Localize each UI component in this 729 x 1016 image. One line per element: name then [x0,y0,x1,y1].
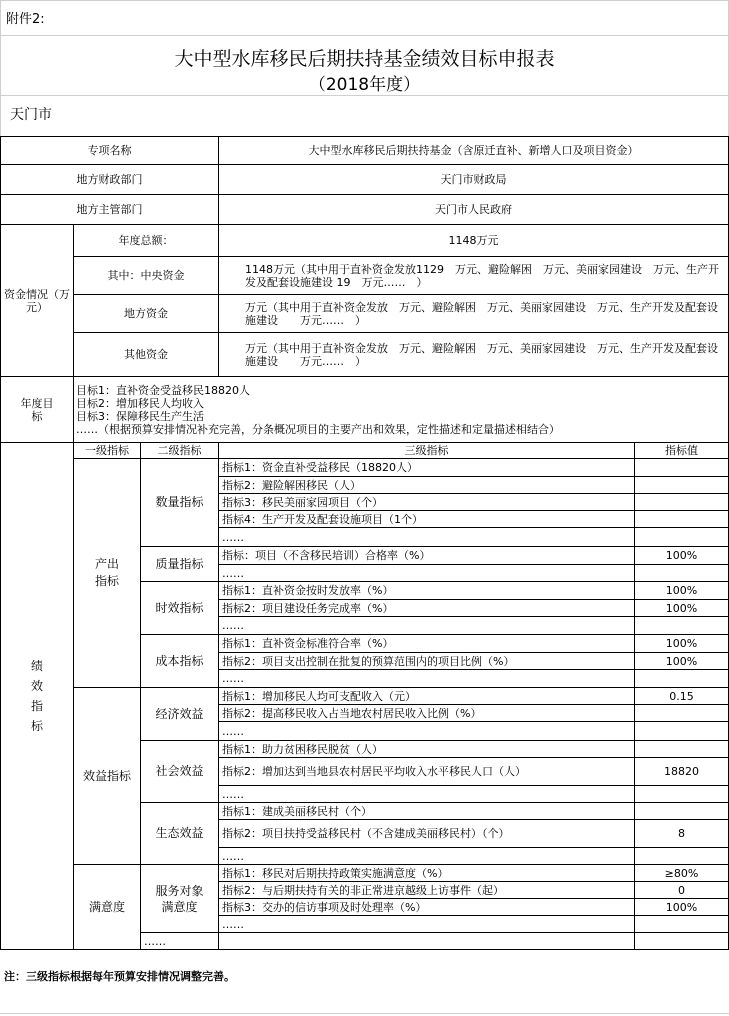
indicator-text: 指标2：与后期扶持有关的非正常进京越级上访事件（起） [219,882,635,899]
performance-label: 绩效指标 [1,443,74,950]
funds-central-label: 其中：中央资金 [74,257,219,295]
indicator-value: 8 [635,820,729,848]
funds-label: 资金情况（万元） [1,225,74,377]
indicator-value [635,617,729,635]
annual-goals-label: 年度目标 [1,377,74,443]
indicator-text: 指标1：增加移民人均可支配收入（元） [219,688,635,705]
indicator-text: 指标1：移民对后期扶持政策实施满意度（%） [219,865,635,882]
indicator-value: 0 [635,882,729,899]
indicator-text: 指标1：直补资金按时发放率（%） [219,582,635,600]
indicator-value [635,741,729,758]
indicator-value [635,803,729,820]
page-subtitle: （2018年度） [308,75,421,95]
funds-other-label: 其他资金 [74,333,219,377]
indicator-value: 100% [635,582,729,600]
indicator-text: 指标1：直补资金标准符合率（%） [219,635,635,653]
satisfaction-indicator-label: 满意度 [74,865,141,950]
col-level1-header: 一级指标 [74,443,141,459]
empty-cell [635,933,729,950]
goal-line: ……（根据预算安排情况补充完善，分条概况项目的主要产出和效果，定性描述和定量描述相结合） [76,422,560,436]
indicator-text: 指标2：项目建设任务完成率（%） [219,600,635,617]
finance-dept-value: 天门市财政局 [219,165,729,195]
gov-dept-value: 天门市人民政府 [219,195,729,225]
quantity-indicator-label: 数量指标 [141,459,219,547]
indicator-text: …… [219,528,635,547]
footnote: 注：三级指标根据每年预算安排情况调整完善。 [4,970,235,983]
indicator-text: 指标4：生产开发及配套设施项目（1个） [219,511,635,528]
gov-dept-label: 地方主管部门 [1,195,219,225]
indicator-value: 100% [635,547,729,565]
page-title: 大中型水库移民后期扶持基金绩效目标申报表 [174,48,555,70]
indicator-value [635,786,729,803]
indicator-text: 指标3：移民美丽家园项目（个） [219,494,635,511]
goal-line: 目标3：保障移民生产生活 [76,409,204,423]
indicator-text: 指标3：交办的信访事项及时处理率（%） [219,899,635,916]
indicator-value: 100% [635,653,729,670]
annual-goals-content [74,377,729,443]
indicator-value [635,459,729,477]
col-level3-header: 三级指标 [219,443,635,459]
form-header [0,0,729,136]
funds-local-label: 地方资金 [74,295,219,333]
indicator-text: 指标1：建成美丽移民村（个） [219,803,635,820]
goal-line: 目标2：增加移民人均收入 [76,396,204,410]
benefit-indicator-label: 效益指标 [74,688,141,865]
indicator-value [635,528,729,547]
attachment-label: 附件2: [6,12,45,27]
indicator-value [635,705,729,722]
indicator-value [635,511,729,528]
indicator-text: 指标1：助力贫困移民脱贫（人） [219,741,635,758]
service-satisfaction-label: 服务对象满意度 [141,865,219,933]
indicator-value: 18820 [635,758,729,786]
goal-line: 目标1：直补资金受益移民18820人 [76,383,250,397]
social-benefit-label: 社会效益 [141,741,219,803]
indicator-text: …… [219,786,635,803]
eco-benefit-label: 生态效益 [141,803,219,865]
cost-indicator-label: 成本指标 [141,635,219,688]
indicator-value [635,494,729,511]
indicator-value [635,565,729,582]
output-indicator-label: 产出指标 [74,459,141,688]
project-name-label: 专项名称 [1,137,219,165]
col-value-header: 指标值 [635,443,729,459]
region-label: 天门市 [10,107,52,123]
quality-indicator-label: 质量指标 [141,547,219,582]
funds-central-value: 1148万元（其中用于直补资金发放1129 万元、避险解困 万元、美丽家园建设 万元、生产开发及配套设施建设 19 万元…… ） [219,257,729,295]
indicator-text: 指标2：增加达到当地县农村居民平均收入水平移民人口（人） [219,758,635,786]
indicator-value [635,848,729,865]
funds-total-label: 年度总额： [74,225,219,257]
bottom-divider [0,1013,729,1014]
timeliness-indicator-label: 时效指标 [141,582,219,635]
indicator-value: ≥80% [635,865,729,882]
finance-dept-label: 地方财政部门 [1,165,219,195]
funds-total-value: 1148万元 [219,225,729,257]
indicator-text: 指标1：资金直补受益移民（18820人） [219,459,635,477]
economic-benefit-label: 经济效益 [141,688,219,741]
indicator-text: …… [219,670,635,688]
indicator-value: 100% [635,899,729,916]
indicator-text: 指标2：避险解困移民（人） [219,477,635,494]
indicator-value [635,670,729,688]
funds-other-value: 万元（其中用于直补资金发放 万元、避险解困 万元、美丽家园建设 万元、生产开发及配套设施建设 万元…… ） [219,333,729,377]
indicator-text: 指标2：提高移民收入占当地农村居民收入比例（%） [219,705,635,722]
indicator-text: …… [219,848,635,865]
indicator-text: …… [219,565,635,582]
indicator-value: 0.15 [635,688,729,705]
satisfaction-more: …… [141,933,219,950]
indicator-text: …… [219,916,635,933]
funds-local-value: 万元（其中用于直补资金发放 万元、避险解困 万元、美丽家园建设 万元、生产开发及配套设施建设 万元…… ） [219,295,729,333]
indicator-value [635,916,729,933]
indicator-text: …… [219,722,635,741]
indicator-value [635,477,729,494]
performance-form-table [0,136,729,950]
indicator-text: …… [219,617,635,635]
empty-cell [219,933,635,950]
project-name-value: 大中型水库移民后期扶持基金（含原迁直补、新增人口及项目资金） [219,137,729,165]
indicator-value: 100% [635,635,729,653]
indicator-text: 指标2：项目扶持受益移民村（不含建成美丽移民村）（个） [219,820,635,848]
indicator-value [635,722,729,741]
indicator-value: 100% [635,600,729,617]
indicator-text: 指标2：项目支出控制在批复的预算范围内的项目比例（%） [219,653,635,670]
indicator-text: 指标：项目（不含移民培训）合格率（%） [219,547,635,565]
col-level2-header: 二级指标 [141,443,219,459]
